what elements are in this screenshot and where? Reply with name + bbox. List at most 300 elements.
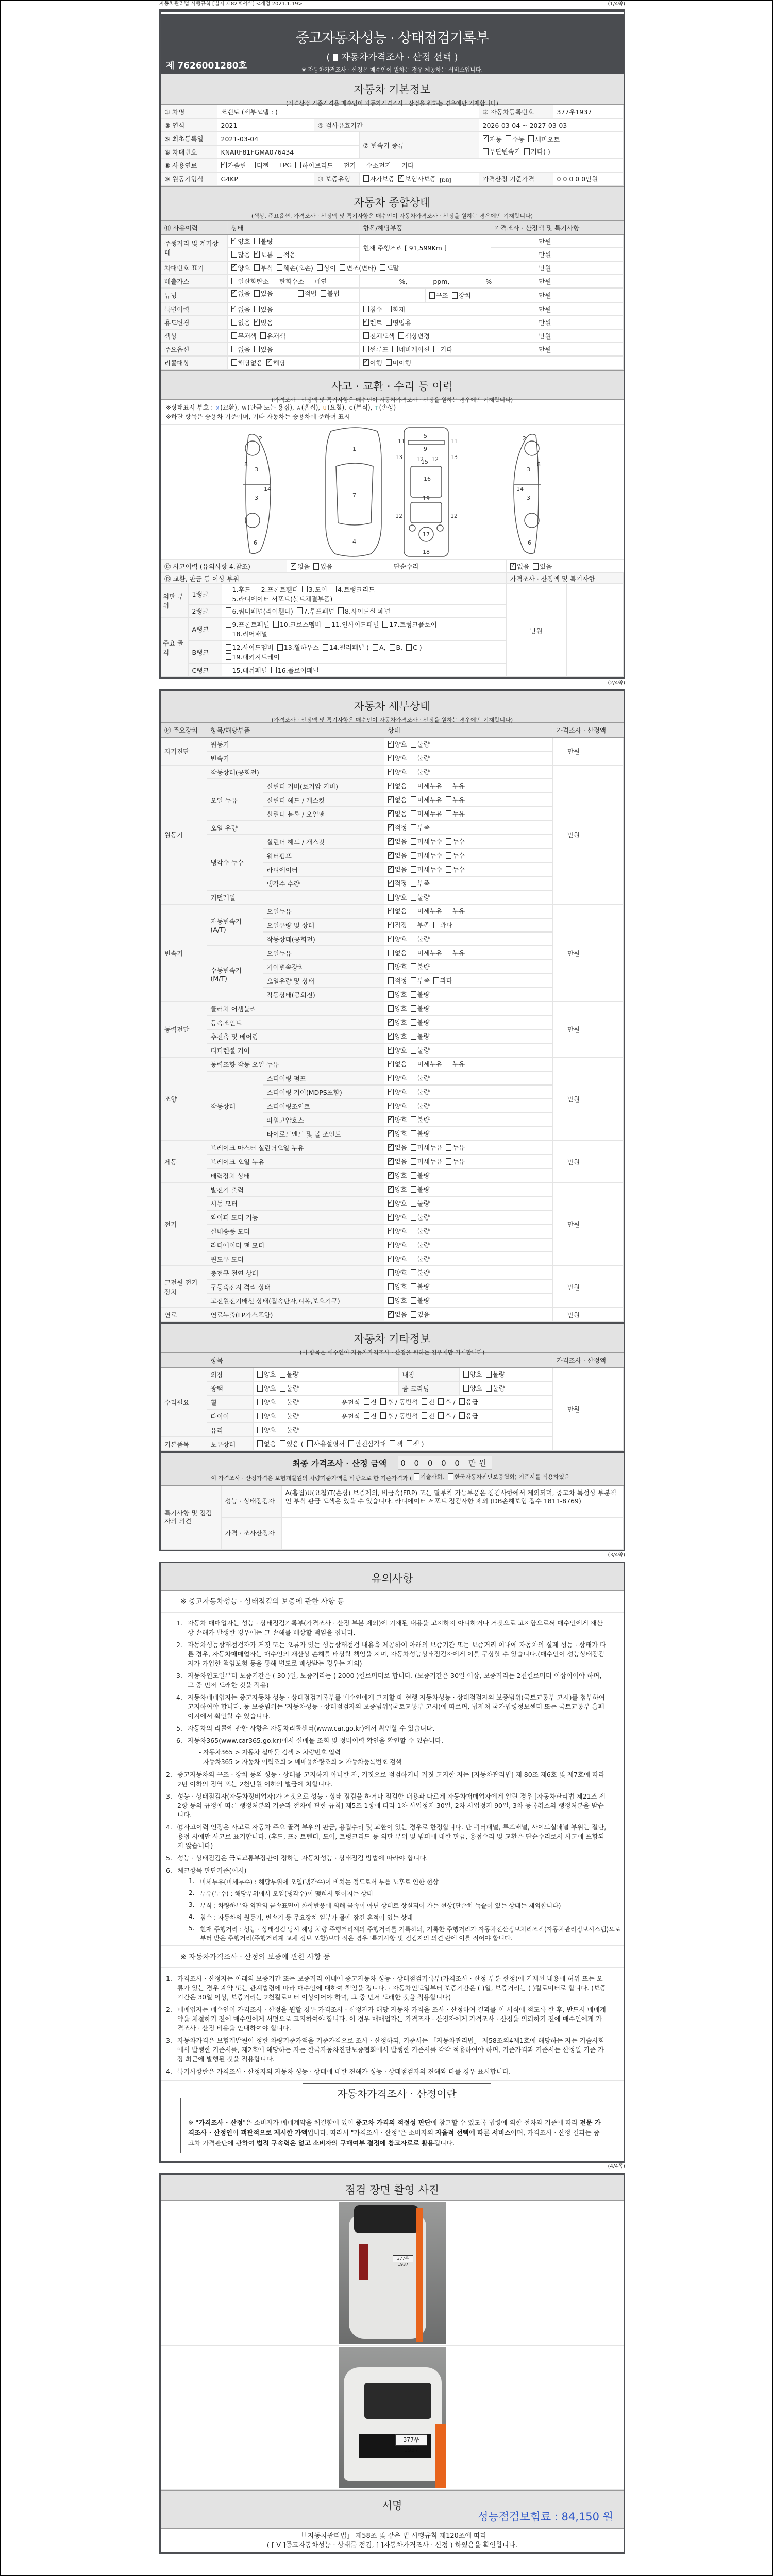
checkbox-option[interactable]: [446, 948, 465, 957]
checkbox-option[interactable]: [411, 976, 430, 985]
checkbox-option[interactable]: [257, 1397, 276, 1406]
checkbox-option[interactable]: [486, 1369, 505, 1379]
checkbox-option[interactable]: [254, 250, 273, 259]
checkbox-option[interactable]: [411, 1031, 430, 1041]
checkbox[interactable]: [411, 1103, 416, 1109]
checkbox-option[interactable]: [226, 666, 267, 675]
checkbox[interactable]: [388, 1130, 394, 1137]
checkbox-option[interactable]: [388, 837, 407, 846]
checkbox[interactable]: [226, 586, 231, 592]
checkbox-option[interactable]: [448, 1472, 570, 1481]
checkbox-option[interactable]: [406, 643, 422, 651]
checkbox[interactable]: [411, 894, 416, 901]
checkbox[interactable]: [231, 264, 237, 271]
checkbox[interactable]: [317, 264, 323, 271]
checkbox-option[interactable]: [446, 1059, 465, 1069]
checkbox[interactable]: [231, 278, 237, 284]
checkbox[interactable]: [411, 1130, 416, 1137]
checkbox[interactable]: [280, 1399, 285, 1405]
checkbox-option[interactable]: [411, 1268, 430, 1277]
checkbox-option[interactable]: [388, 1254, 407, 1263]
checkbox[interactable]: [411, 1228, 416, 1234]
checkbox[interactable]: [226, 667, 231, 673]
checkbox-option[interactable]: [411, 934, 430, 943]
checkbox-option[interactable]: [388, 1031, 407, 1041]
checkbox[interactable]: [280, 1385, 285, 1392]
checkbox[interactable]: [411, 977, 416, 984]
checkbox[interactable]: [277, 644, 283, 651]
checkbox-option[interactable]: [280, 1369, 299, 1379]
checkbox-option[interactable]: [254, 289, 273, 298]
checkbox[interactable]: [388, 1158, 394, 1165]
checkbox[interactable]: [231, 290, 237, 297]
checkbox-option[interactable]: [446, 1157, 465, 1166]
checkbox[interactable]: [373, 644, 378, 651]
checkbox[interactable]: [257, 1399, 263, 1405]
checkbox-option[interactable]: [363, 304, 382, 314]
checkbox[interactable]: [388, 824, 394, 831]
checkbox-option[interactable]: [411, 1018, 430, 1027]
checkbox[interactable]: [257, 1440, 263, 1447]
checkbox[interactable]: [411, 991, 416, 998]
checkbox[interactable]: [524, 148, 530, 155]
checkbox-option[interactable]: [307, 1439, 345, 1448]
checkbox-option[interactable]: [363, 318, 382, 327]
checkbox-option[interactable]: [280, 1411, 299, 1420]
checkbox-option[interactable]: [411, 1045, 430, 1055]
checkbox[interactable]: [446, 950, 451, 956]
checkbox-option[interactable]: [388, 1171, 407, 1180]
checkbox-option[interactable]: [331, 585, 375, 594]
checkbox[interactable]: [459, 1398, 465, 1405]
checkbox[interactable]: [433, 346, 439, 352]
checkbox-option[interactable]: [388, 781, 407, 790]
checkbox[interactable]: [257, 1427, 263, 1433]
checkbox-option[interactable]: [411, 1101, 430, 1110]
checkbox[interactable]: [411, 963, 416, 970]
checkbox[interactable]: [433, 977, 439, 984]
checkbox-option[interactable]: [313, 562, 332, 571]
checkbox-option[interactable]: [348, 1439, 386, 1448]
checkbox[interactable]: [411, 1283, 416, 1290]
checkbox[interactable]: [273, 621, 279, 628]
checkbox-option[interactable]: [510, 562, 529, 571]
inspection-photo-front[interactable]: [339, 2347, 446, 2488]
checkbox-option[interactable]: [231, 277, 269, 286]
checkbox-option[interactable]: [411, 920, 430, 929]
checkbox[interactable]: [483, 135, 489, 142]
checkbox[interactable]: [388, 880, 394, 887]
checkbox-option[interactable]: [388, 823, 407, 832]
checkbox[interactable]: [411, 1005, 416, 1012]
checkbox[interactable]: [388, 1005, 394, 1012]
checkbox-option[interactable]: [411, 1296, 430, 1305]
checkbox-option[interactable]: [323, 642, 369, 652]
checkbox-option[interactable]: [380, 263, 399, 273]
checkbox-option[interactable]: [388, 739, 407, 749]
checkbox[interactable]: [411, 796, 416, 803]
checkbox-option[interactable]: [446, 795, 465, 804]
checkbox-option[interactable]: [388, 1018, 407, 1027]
checkbox[interactable]: [321, 290, 326, 297]
checkbox-option[interactable]: [364, 1397, 377, 1406]
checkbox-option[interactable]: [411, 1115, 430, 1124]
checkbox-option[interactable]: [388, 1101, 407, 1110]
checkbox[interactable]: [388, 1033, 394, 1040]
checkbox-option[interactable]: [390, 643, 403, 651]
checkbox-option[interactable]: [388, 851, 407, 860]
checkbox-option[interactable]: [337, 161, 356, 170]
checkbox[interactable]: [483, 148, 489, 155]
checkbox[interactable]: [254, 306, 260, 312]
checkbox-option[interactable]: [411, 1073, 430, 1082]
checkbox-option[interactable]: [226, 585, 251, 594]
checkbox[interactable]: [388, 1269, 394, 1276]
checkbox-option[interactable]: [459, 1411, 478, 1420]
checkbox[interactable]: [380, 1398, 386, 1405]
checkbox[interactable]: [271, 667, 277, 673]
checkbox[interactable]: [291, 563, 296, 570]
checkbox-option[interactable]: [411, 823, 430, 832]
checkbox[interactable]: [411, 1186, 416, 1193]
checkbox-option[interactable]: [411, 753, 430, 762]
checkbox-option[interactable]: [231, 236, 250, 246]
checkbox[interactable]: [388, 783, 394, 789]
checkbox[interactable]: [411, 769, 416, 775]
checkbox[interactable]: [411, 810, 416, 817]
checkbox[interactable]: [231, 332, 237, 339]
checkbox[interactable]: [331, 586, 337, 592]
checkbox[interactable]: [277, 251, 282, 258]
checkbox-option[interactable]: [411, 837, 442, 846]
checkbox-option[interactable]: [273, 620, 321, 629]
checkbox[interactable]: [411, 1144, 416, 1151]
checkbox-option[interactable]: [266, 358, 285, 367]
checkbox-option[interactable]: [411, 1240, 430, 1249]
checkbox[interactable]: [363, 319, 369, 326]
checkbox-option[interactable]: [411, 1143, 442, 1152]
checkbox-option[interactable]: [363, 331, 395, 341]
checkbox[interactable]: [250, 162, 256, 168]
inspection-photo-rear[interactable]: [339, 2202, 446, 2344]
checkbox[interactable]: [231, 346, 237, 352]
checkbox[interactable]: [446, 1144, 451, 1151]
checkbox[interactable]: [411, 824, 416, 831]
checkbox-option[interactable]: [388, 1310, 407, 1319]
checkbox[interactable]: [226, 621, 231, 628]
checkbox[interactable]: [411, 1075, 416, 1081]
checkbox[interactable]: [363, 346, 369, 352]
checkbox-option[interactable]: [308, 277, 327, 286]
checkbox-option[interactable]: [257, 1411, 276, 1420]
checkbox[interactable]: [231, 306, 237, 312]
checkbox[interactable]: [411, 1116, 416, 1123]
checkbox-option[interactable]: [386, 358, 411, 367]
checkbox-option[interactable]: [257, 1439, 276, 1448]
checkbox[interactable]: [380, 264, 385, 271]
checkbox[interactable]: [302, 586, 308, 592]
checkbox[interactable]: [231, 359, 237, 366]
checkbox-option[interactable]: [388, 1073, 407, 1082]
checkbox-option[interactable]: [254, 236, 273, 246]
checkbox[interactable]: [388, 963, 394, 970]
checkbox-option[interactable]: [277, 642, 319, 652]
checkbox-option[interactable]: [382, 620, 436, 629]
checkbox[interactable]: [411, 950, 416, 956]
checkbox[interactable]: [360, 162, 365, 168]
checkbox[interactable]: [363, 175, 369, 182]
checkbox-option[interactable]: [411, 781, 442, 790]
checkbox[interactable]: [254, 251, 260, 258]
checkbox[interactable]: [388, 810, 394, 817]
checkbox[interactable]: [388, 950, 394, 956]
checkbox[interactable]: [363, 332, 369, 339]
checkbox-option[interactable]: [325, 620, 379, 629]
checkbox-option[interactable]: [231, 304, 250, 314]
checkbox[interactable]: [390, 1440, 395, 1447]
checkbox-option[interactable]: [452, 291, 471, 300]
checkbox-option[interactable]: [422, 1397, 434, 1406]
checkbox-option[interactable]: [411, 990, 430, 999]
checkbox[interactable]: [411, 1256, 416, 1262]
checkbox[interactable]: [411, 1158, 416, 1165]
checkbox-option[interactable]: [459, 1397, 478, 1406]
checkbox[interactable]: [446, 796, 451, 803]
checkbox[interactable]: [446, 783, 451, 789]
checkbox[interactable]: [411, 1200, 416, 1207]
checkbox-option[interactable]: [363, 358, 382, 367]
checkbox-option[interactable]: [257, 1369, 276, 1379]
checkbox[interactable]: [438, 1398, 444, 1405]
checkbox-option[interactable]: [411, 1198, 430, 1208]
checkbox[interactable]: [388, 908, 394, 914]
checkbox-option[interactable]: [438, 1397, 455, 1406]
checkbox[interactable]: [388, 1242, 394, 1248]
checkbox-option[interactable]: [411, 1004, 430, 1013]
checkbox-option[interactable]: [411, 1254, 430, 1263]
checkbox[interactable]: [411, 741, 416, 748]
checkbox-option[interactable]: [260, 331, 285, 341]
checkbox-option[interactable]: [277, 250, 296, 259]
checkbox[interactable]: [255, 586, 260, 592]
checkbox[interactable]: [388, 866, 394, 873]
checkbox[interactable]: [388, 755, 394, 761]
checkbox[interactable]: [388, 1228, 394, 1234]
checkbox-option[interactable]: [291, 562, 310, 571]
checkbox-option[interactable]: [231, 318, 250, 327]
checkbox-option[interactable]: [388, 920, 407, 929]
checkbox-option[interactable]: [411, 962, 430, 971]
checkbox[interactable]: [231, 251, 237, 258]
checkbox-option[interactable]: [340, 263, 376, 273]
checkbox[interactable]: [226, 631, 231, 637]
checkbox-option[interactable]: [411, 948, 442, 957]
checkbox[interactable]: [411, 908, 416, 914]
checkbox[interactable]: [422, 1398, 427, 1405]
checkbox[interactable]: [422, 1412, 427, 1419]
checkbox-option[interactable]: [390, 1439, 402, 1448]
checkbox[interactable]: [388, 796, 394, 803]
checkbox-option[interactable]: [388, 1087, 407, 1096]
checkbox-option[interactable]: [226, 629, 267, 638]
checkbox-option[interactable]: [280, 1425, 299, 1434]
checkbox-option[interactable]: [446, 781, 465, 790]
checkbox[interactable]: [388, 936, 394, 942]
checkbox[interactable]: [257, 1413, 263, 1419]
checkbox-option[interactable]: [411, 1310, 430, 1319]
checkbox-option[interactable]: [380, 1397, 418, 1406]
checkbox[interactable]: [411, 1172, 416, 1179]
checkbox[interactable]: [411, 852, 416, 859]
checkbox-option[interactable]: [321, 289, 340, 298]
checkbox[interactable]: [411, 936, 416, 942]
checkbox-option[interactable]: [388, 1240, 407, 1249]
selection-checkbox[interactable]: [333, 54, 338, 61]
checkbox-option[interactable]: [255, 585, 298, 594]
checkbox[interactable]: [411, 838, 416, 845]
checkbox-option[interactable]: [446, 809, 465, 818]
checkbox-option[interactable]: [388, 934, 407, 943]
checkbox-option[interactable]: [221, 161, 246, 170]
checkbox[interactable]: [411, 1089, 416, 1095]
checkbox-option[interactable]: [411, 1157, 442, 1166]
checkbox-option[interactable]: [388, 1059, 407, 1069]
checkbox[interactable]: [388, 1200, 394, 1207]
checkbox-option[interactable]: [483, 147, 520, 156]
checkbox-option[interactable]: [342, 1398, 360, 1407]
checkbox[interactable]: [388, 1283, 394, 1290]
checkbox[interactable]: [257, 1371, 263, 1378]
checkbox-option[interactable]: [338, 606, 390, 616]
checkbox-option[interactable]: [433, 976, 452, 985]
checkbox[interactable]: [273, 162, 278, 168]
checkbox-option[interactable]: [254, 345, 273, 354]
checkbox-option[interactable]: [388, 865, 407, 874]
checkbox-option[interactable]: [411, 1129, 430, 1138]
checkbox-option[interactable]: [433, 345, 452, 354]
checkbox-option[interactable]: [411, 878, 430, 888]
checkbox[interactable]: [280, 1371, 285, 1378]
checkbox[interactable]: [254, 290, 260, 297]
checkbox[interactable]: [260, 332, 266, 339]
checkbox[interactable]: [388, 1061, 394, 1067]
checkbox-option[interactable]: [486, 1383, 505, 1393]
checkbox[interactable]: [325, 621, 330, 628]
checkbox-option[interactable]: [298, 289, 317, 298]
checkbox[interactable]: [226, 607, 231, 614]
checkbox[interactable]: [307, 1440, 313, 1447]
checkbox[interactable]: [231, 238, 237, 244]
checkbox-option[interactable]: [231, 289, 250, 298]
checkbox-option[interactable]: [388, 1045, 407, 1055]
checkbox[interactable]: [395, 162, 400, 168]
checkbox[interactable]: [388, 1103, 394, 1109]
checkbox[interactable]: [386, 306, 392, 312]
checkbox-option[interactable]: [388, 1226, 407, 1235]
checkbox[interactable]: [486, 1385, 492, 1392]
checkbox-option[interactable]: [226, 642, 274, 652]
checkbox[interactable]: [411, 1214, 416, 1221]
checkbox-option[interactable]: [411, 892, 430, 902]
checkbox-option[interactable]: [533, 562, 552, 571]
checkbox-option[interactable]: [392, 345, 430, 354]
checkbox-option[interactable]: [388, 1198, 407, 1208]
checkbox-option[interactable]: [506, 134, 525, 144]
checkbox[interactable]: [411, 1242, 416, 1248]
checkbox-option[interactable]: [411, 795, 442, 804]
checkbox-option[interactable]: [388, 1115, 407, 1124]
checkbox-option[interactable]: [388, 892, 407, 902]
checkbox[interactable]: [280, 1440, 285, 1447]
checkbox[interactable]: [308, 278, 313, 284]
checkbox[interactable]: [388, 1047, 394, 1054]
checkbox-option[interactable]: [388, 1184, 407, 1194]
checkbox[interactable]: [533, 563, 539, 570]
checkbox-option[interactable]: [386, 304, 405, 314]
checkbox[interactable]: [411, 866, 416, 873]
checkbox[interactable]: [446, 866, 451, 873]
checkbox-option[interactable]: [231, 263, 250, 273]
checkbox-option[interactable]: [250, 161, 269, 170]
checkbox-option[interactable]: [446, 906, 465, 916]
checkbox-option[interactable]: [271, 666, 319, 675]
checkbox-option[interactable]: [257, 1425, 276, 1434]
checkbox[interactable]: [280, 1413, 285, 1419]
checkbox-option[interactable]: [254, 304, 273, 314]
checkbox[interactable]: [528, 135, 534, 142]
checkbox[interactable]: [388, 1256, 394, 1262]
checkbox-option[interactable]: [446, 1143, 465, 1152]
checkbox-option[interactable]: [388, 976, 407, 985]
checkbox[interactable]: [388, 894, 394, 901]
checkbox-option[interactable]: [231, 345, 250, 354]
checkbox-option[interactable]: [411, 1184, 430, 1194]
checkbox-option[interactable]: [463, 1369, 482, 1379]
checkbox[interactable]: [446, 838, 451, 845]
checkbox[interactable]: [446, 810, 451, 817]
checkbox-option[interactable]: [388, 1129, 407, 1138]
checkbox[interactable]: [388, 1075, 394, 1081]
checkbox[interactable]: [273, 278, 278, 284]
checkbox[interactable]: [364, 1398, 369, 1405]
checkbox[interactable]: [337, 162, 342, 168]
checkbox[interactable]: [380, 1412, 386, 1419]
checkbox-option[interactable]: [388, 1296, 407, 1305]
checkbox-option[interactable]: [231, 331, 257, 341]
checkbox-option[interactable]: [388, 906, 407, 916]
checkbox-option[interactable]: [388, 753, 407, 762]
checkbox-option[interactable]: [273, 277, 304, 286]
checkbox[interactable]: [446, 1061, 451, 1067]
checkbox[interactable]: [407, 1440, 412, 1447]
checkbox[interactable]: [257, 1385, 263, 1392]
checkbox-option[interactable]: [433, 920, 452, 929]
checkbox-option[interactable]: [398, 331, 430, 341]
checkbox[interactable]: [348, 1440, 354, 1447]
checkbox-option[interactable]: [380, 1411, 418, 1420]
checkbox-option[interactable]: [388, 948, 407, 957]
checkbox-option[interactable]: [411, 1059, 442, 1069]
checkbox[interactable]: [221, 162, 227, 168]
checkbox[interactable]: [390, 644, 395, 651]
checkbox-option[interactable]: [254, 318, 273, 327]
checkbox[interactable]: [388, 838, 394, 845]
checkbox-option[interactable]: [398, 174, 436, 183]
checkbox-option[interactable]: [411, 809, 442, 818]
checkbox[interactable]: [388, 1144, 394, 1151]
checkbox[interactable]: [226, 596, 231, 602]
checkbox-option[interactable]: [277, 263, 313, 273]
